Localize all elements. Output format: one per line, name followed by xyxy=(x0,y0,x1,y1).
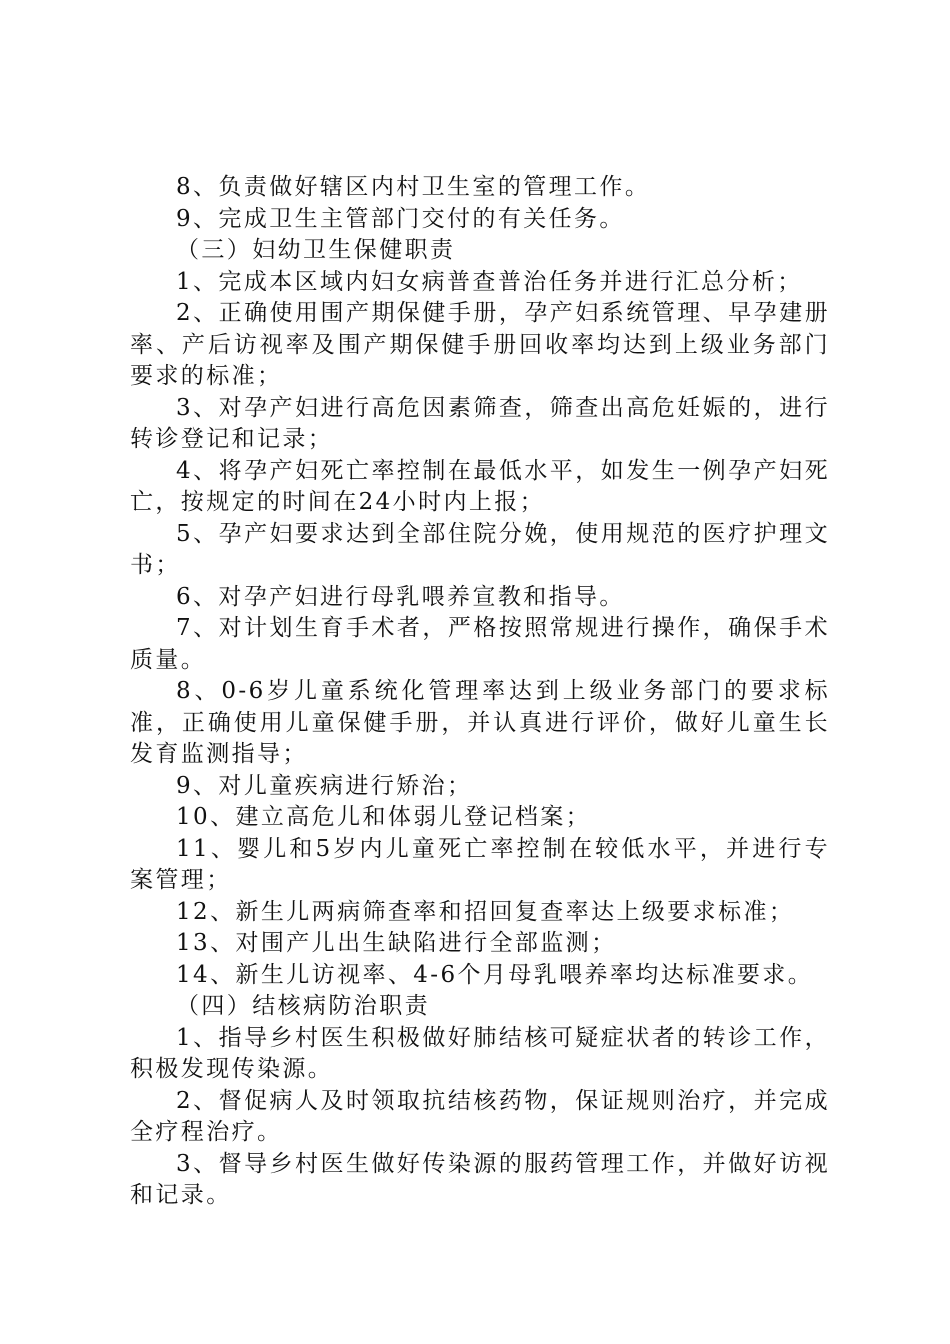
paragraph-item: 1、指导乡村医生积极做好肺结核可疑症状者的转诊工作，积极发现传染源。 xyxy=(130,1024,830,1082)
paragraph-item: 6、对孕产妇进行母乳喂养宣教和指导。 xyxy=(176,583,625,610)
paragraph-item: 14、新生儿访视率、4-6个月母乳喂养率均达标准要求。 xyxy=(176,961,814,988)
paragraph-item-9-tasks: 9、完成卫生主管部门交付的有关任务。 xyxy=(176,205,625,232)
document-body xyxy=(130,172,830,1212)
paragraph-item: 10、建立高危儿和体弱儿登记档案； xyxy=(176,804,592,830)
paragraph-item: 8、0-6岁儿童系统化管理率达到上级业务部门的要求标准，正确使用儿童保健手册，并认真进行评价，做好儿童生长发育监测指导； xyxy=(130,678,830,767)
paragraph-item: 9、对儿童疾病进行矫治； xyxy=(176,772,473,799)
section-heading-maternal-child-health: （三）妇幼卫生保健职责 xyxy=(176,237,456,263)
paragraph-item: 5、孕产妇要求达到全部住院分娩，使用规范的医疗护理文书； xyxy=(130,520,830,578)
paragraph-item: 3、对孕产妇进行高危因素筛查，筛查出高危妊娠的，进行转诊登记和记录； xyxy=(130,394,830,452)
paragraph-item: 13、对围产儿出生缺陷进行全部监测； xyxy=(176,930,617,956)
paragraph-item: 2、督促病人及时领取抗结核药物，保证规则治疗，并完成全疗程治疗。 xyxy=(130,1087,830,1145)
paragraph-item: 1、完成本区域内妇女病普查普治任务并进行汇总分析； xyxy=(176,268,803,295)
paragraph-item: 7、对计划生育手术者，严格按照常规进行操作，确保手术质量。 xyxy=(130,615,830,673)
section-heading-tuberculosis: （四）结核病防治职责 xyxy=(176,993,430,1019)
paragraph-item: 11、婴儿和5岁内儿童死亡率控制在较低水平，并进行专案管理； xyxy=(130,835,830,893)
paragraph-item: 12、新生儿两病筛查率和招回复查率达上级要求标准； xyxy=(176,898,795,925)
paragraph-item-8-village-clinic: 8、负责做好辖区内村卫生室的管理工作。 xyxy=(176,174,651,200)
paragraph-item: 2、正确使用围产期保健手册，孕产妇系统管理、早孕建册率、产后访视率及围产期保健手册回收率均达到上级业务部门要求的标准； xyxy=(130,300,830,389)
paragraph-item: 3、督导乡村医生做好传染源的服药管理工作，并做好访视和记录。 xyxy=(130,1150,830,1208)
paragraph-item: 4、将孕产妇死亡率控制在最低水平，如发生一例孕产妇死亡，按规定的时间在24小时内上报； xyxy=(130,457,830,515)
